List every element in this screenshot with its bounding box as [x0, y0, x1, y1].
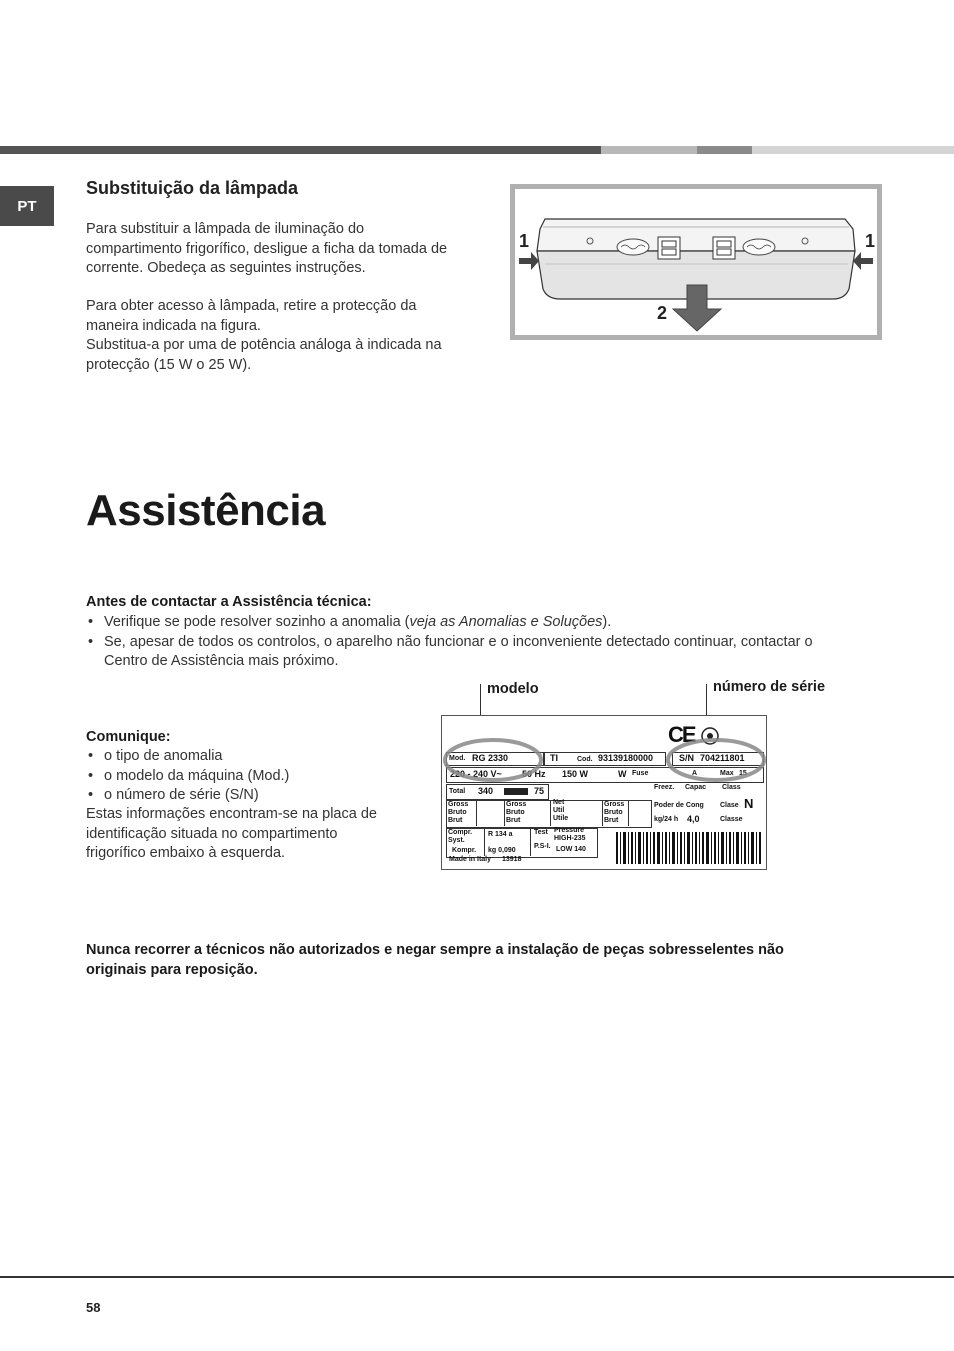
text-line: Gross — [506, 801, 527, 808]
amp-label: A — [692, 770, 698, 777]
text-line: compartimento frigorífico, desligue a ficha da tomada de — [86, 240, 448, 257]
header-bar-mid — [697, 146, 752, 154]
text-line: Gross — [448, 801, 469, 808]
text-line: Syst. — [448, 837, 465, 844]
star-rating-icon — [504, 788, 528, 795]
mod-label: Mod. — [449, 755, 466, 762]
ti-value: TI — [550, 753, 558, 763]
kg-value: kg 0,090 — [488, 847, 516, 854]
bullet-text: Centro de Assistência mais próximo. — [104, 653, 339, 669]
text-line: Nunca recorrer a técnicos não autorizados e negar sempre a instalação de peças sobresselentes não — [86, 942, 784, 958]
figure-label-left: 1 — [519, 231, 530, 251]
hz-value: 50 Hz — [522, 769, 546, 779]
max-label: Max — [720, 770, 734, 777]
low-value: LOW 140 — [556, 846, 586, 853]
bullet-text: Verifique se pode resolver sozinho a anomalia ( — [104, 614, 410, 630]
text-line: maneira indicada na figura. — [86, 317, 261, 334]
text-line: originais para reposição. — [86, 961, 258, 978]
gross-3 — [604, 801, 624, 825]
made-in-label: Made in Italy — [449, 856, 492, 863]
text-line: corrente. Obedeça as seguintes instruções. — [86, 260, 366, 276]
page-number: 58 — [86, 1300, 101, 1315]
test-label: Test — [534, 829, 548, 836]
recycle-icon — [700, 726, 720, 746]
sn-label: S/N — [679, 753, 695, 763]
text-line: Estas informações encontram-se na placa de — [86, 806, 377, 822]
total-value: 340 — [478, 786, 494, 796]
capac-label: Capac — [685, 784, 707, 791]
list-item: • o modelo da máquina (Mod.) — [86, 767, 406, 787]
made-in-number: 13918 — [502, 856, 522, 863]
bullet-text: Se, apesar de todos os controlos, o aparelho não funcionar e o inconveniente detectado continuar, contactar o — [104, 633, 813, 650]
list-item — [86, 613, 866, 633]
poder-label: Poder de Cong — [654, 802, 704, 809]
before-contact-heading: Antes de contactar a Assistência técnica: — [86, 594, 372, 610]
total-label: Total — [449, 788, 466, 795]
kompr-label: Kompr. — [452, 847, 477, 854]
compr-syst — [448, 829, 472, 845]
rating-plate — [441, 715, 767, 870]
cod-value: 93139180000 — [598, 753, 654, 763]
header-bar-light — [601, 146, 697, 154]
text-line: Brut — [448, 817, 463, 824]
communicate-list — [86, 747, 406, 806]
footer-rule — [0, 1276, 954, 1278]
bullet-text: ). — [602, 614, 612, 630]
bullet-italic-text: veja as Anomalias e Soluções — [409, 614, 603, 630]
gross-2 — [506, 801, 526, 825]
max-value: 15 — [739, 770, 747, 777]
text-line: frigorífico embaixo à esquerda. — [86, 845, 286, 861]
text-line: protecção (15 W o 25 W). — [86, 356, 252, 373]
serial-callout-label: número de série — [713, 679, 826, 695]
sn-value: 704211801 — [700, 753, 745, 763]
model-callout-label: modelo — [487, 681, 539, 697]
figure-label-bottom: 2 — [657, 303, 668, 323]
text-line: Gross — [604, 801, 625, 808]
lamp-section-title: Substituição da lâmpada — [86, 178, 299, 198]
barcode-image — [616, 832, 762, 864]
text-line: Util — [553, 807, 565, 814]
kg24-value: 4,0 — [687, 814, 700, 824]
pressure-high — [554, 827, 586, 843]
clase-value: N — [744, 796, 754, 811]
text-line: HIGH-235 — [554, 835, 586, 842]
list-item — [86, 633, 866, 672]
text-line: Pressure — [554, 827, 584, 834]
voltage-value: 220 - 240 V~ — [450, 769, 502, 779]
freez-label: Freez. — [654, 784, 675, 791]
text-line: Para obter acesso à lâmpada, retire a protecção da — [86, 298, 417, 314]
stars-value: 75 — [534, 786, 545, 796]
text-line: Bruto — [448, 809, 467, 816]
text-line: Brut — [604, 817, 619, 824]
text-line: Utile — [553, 815, 569, 822]
psi-label: P.S-I. — [534, 843, 551, 850]
power-value: 150 W — [562, 769, 589, 779]
header-bar-dark — [0, 146, 601, 154]
assistance-title: Assistência — [86, 486, 326, 535]
figure-label-right: 1 — [865, 231, 876, 251]
text-line: identificação situada no compartimento — [86, 825, 338, 842]
text-line: Brut — [506, 817, 521, 824]
plate-location-text — [86, 805, 416, 864]
power2-value: W — [618, 769, 627, 779]
cod-label: Cod. — [577, 756, 593, 763]
lamp-paragraph-1 — [86, 220, 476, 279]
list-item: • o número de série (S/N) — [86, 786, 406, 806]
list-item: • o tipo de anomalia — [86, 747, 406, 767]
gross-1 — [448, 801, 468, 825]
before-contact-list — [86, 613, 866, 672]
warning-text — [86, 941, 886, 980]
mod-value: RG 2330 — [472, 753, 509, 763]
text-line: Compr. — [448, 829, 473, 836]
text-line: Bruto — [506, 809, 525, 816]
header-bar-pale — [752, 146, 954, 154]
fuse-label: Fuse — [632, 770, 649, 777]
ce-mark: CE — [668, 722, 695, 747]
push-arrow-left-icon — [519, 252, 539, 270]
class-label: Class — [722, 784, 741, 791]
language-tab: PT — [0, 186, 54, 226]
text-line: Bruto — [604, 809, 623, 816]
lamp-paragraph-2 — [86, 297, 476, 375]
lamp-cover-illustration — [515, 189, 877, 335]
text-line: Para substituir a lâmpada de iluminação do — [86, 221, 365, 237]
lamp-cover-figure — [510, 184, 882, 340]
text-line: Substitua-a por uma de potência análoga à indicada na — [86, 337, 442, 353]
kg24-label: kg/24 h — [654, 816, 679, 823]
refrigerant-value: R 134 a — [488, 831, 513, 838]
clase-label: Clase — [720, 802, 739, 809]
push-arrow-right-icon — [853, 252, 873, 270]
text-line: Net — [553, 799, 565, 806]
classe-label: Classe — [720, 816, 743, 823]
communicate-heading: Comunique: — [86, 729, 171, 745]
net-usable — [553, 799, 568, 823]
